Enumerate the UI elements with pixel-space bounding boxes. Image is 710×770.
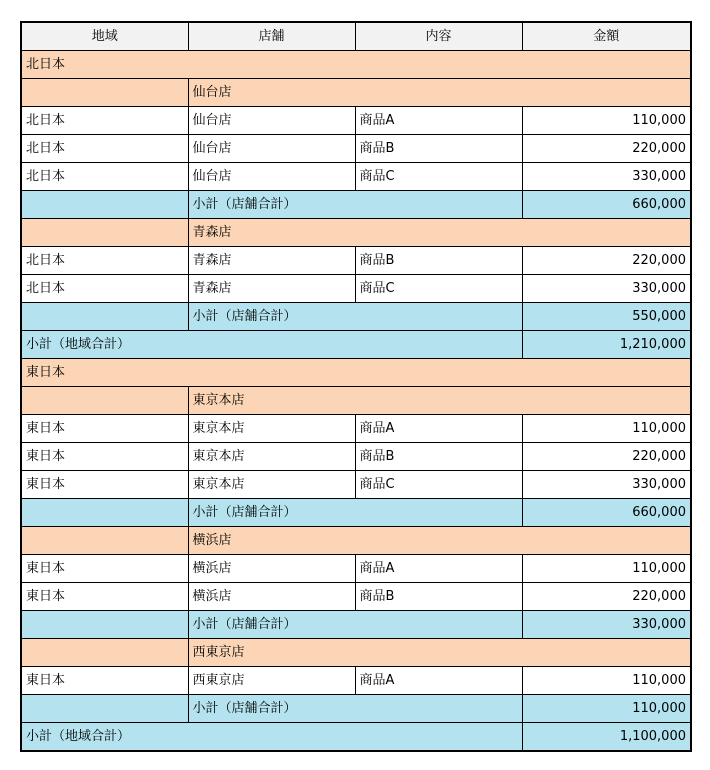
empty-cell[interactable] [21, 219, 188, 247]
content-cell[interactable]: 商品A [355, 667, 522, 695]
store-name-cell[interactable]: 青森店 [188, 219, 691, 247]
store-subtotal-label[interactable]: 小計（店舗合計） [188, 499, 522, 527]
store-subtotal-amount[interactable]: 110,000 [522, 695, 691, 723]
content-cell[interactable]: 商品C [355, 471, 522, 499]
store-subtotal-row [21, 499, 691, 527]
content-cell[interactable]: 商品A [355, 107, 522, 135]
region-subtotal-label[interactable]: 小計（地域合計） [21, 723, 522, 752]
table-row [21, 247, 691, 275]
amount-cell[interactable]: 330,000 [522, 163, 691, 191]
empty-cell[interactable] [21, 695, 188, 723]
empty-cell[interactable] [21, 191, 188, 219]
content-cell[interactable]: 商品C [355, 275, 522, 303]
region-cell[interactable]: 東日本 [21, 415, 188, 443]
content-cell[interactable]: 商品B [355, 247, 522, 275]
region-subtotal-amount[interactable]: 1,100,000 [522, 723, 691, 752]
store-cell[interactable]: 西東京店 [188, 667, 355, 695]
store-header-row [21, 219, 691, 247]
content-cell[interactable]: 商品A [355, 415, 522, 443]
store-subtotal-label[interactable]: 小計（店舗合計） [188, 695, 522, 723]
region-subtotal-row [21, 723, 691, 752]
store-header-row [21, 387, 691, 415]
region-cell[interactable]: 東日本 [21, 667, 188, 695]
store-header-row [21, 639, 691, 667]
store-subtotal-amount[interactable]: 330,000 [522, 611, 691, 639]
region-cell[interactable]: 北日本 [21, 163, 188, 191]
content-cell[interactable]: 商品A [355, 555, 522, 583]
region-cell[interactable]: 東日本 [21, 443, 188, 471]
store-cell[interactable]: 仙台店 [188, 107, 355, 135]
region-cell[interactable]: 北日本 [21, 275, 188, 303]
header-store[interactable]: 店舗 [188, 22, 355, 51]
store-cell[interactable]: 横浜店 [188, 555, 355, 583]
table-row [21, 443, 691, 471]
store-name-cell[interactable]: 東京本店 [188, 387, 691, 415]
empty-cell[interactable] [21, 303, 188, 331]
store-subtotal-label[interactable]: 小計（店舗合計） [188, 191, 522, 219]
store-subtotal-amount[interactable]: 660,000 [522, 499, 691, 527]
table-body [21, 51, 691, 752]
sales-table [20, 21, 692, 752]
amount-cell[interactable]: 330,000 [522, 471, 691, 499]
region-cell[interactable]: 東日本 [21, 471, 188, 499]
amount-cell[interactable]: 220,000 [522, 443, 691, 471]
store-name-cell[interactable]: 西東京店 [188, 639, 691, 667]
table-row [21, 163, 691, 191]
header-content[interactable]: 内容 [355, 22, 522, 51]
empty-cell[interactable] [21, 499, 188, 527]
table-row [21, 583, 691, 611]
store-subtotal-row [21, 695, 691, 723]
table-row [21, 555, 691, 583]
store-subtotal-label[interactable]: 小計（店舗合計） [188, 303, 522, 331]
region-header-row [21, 359, 691, 387]
store-cell[interactable]: 東京本店 [188, 443, 355, 471]
region-subtotal-amount[interactable]: 1,210,000 [522, 331, 691, 359]
store-subtotal-row [21, 303, 691, 331]
store-header-row [21, 79, 691, 107]
store-cell[interactable]: 東京本店 [188, 471, 355, 499]
content-cell[interactable]: 商品B [355, 583, 522, 611]
region-header-row [21, 51, 691, 79]
store-cell[interactable]: 青森店 [188, 247, 355, 275]
empty-cell[interactable] [21, 611, 188, 639]
store-subtotal-row [21, 191, 691, 219]
content-cell[interactable]: 商品B [355, 135, 522, 163]
amount-cell[interactable]: 220,000 [522, 135, 691, 163]
table-row [21, 135, 691, 163]
amount-cell[interactable]: 110,000 [522, 667, 691, 695]
content-cell[interactable]: 商品C [355, 163, 522, 191]
amount-cell[interactable]: 110,000 [522, 415, 691, 443]
empty-cell[interactable] [21, 527, 188, 555]
store-name-cell[interactable]: 横浜店 [188, 527, 691, 555]
store-cell[interactable]: 青森店 [188, 275, 355, 303]
table-row [21, 107, 691, 135]
header-amount[interactable]: 金額 [522, 22, 691, 51]
amount-cell[interactable]: 220,000 [522, 247, 691, 275]
amount-cell[interactable]: 110,000 [522, 555, 691, 583]
region-cell[interactable]: 北日本 [21, 247, 188, 275]
table-row [21, 275, 691, 303]
amount-cell[interactable]: 220,000 [522, 583, 691, 611]
header-region[interactable]: 地域 [21, 22, 188, 51]
store-subtotal-amount[interactable]: 660,000 [522, 191, 691, 219]
region-subtotal-row [21, 331, 691, 359]
store-cell[interactable]: 仙台店 [188, 135, 355, 163]
store-cell[interactable]: 仙台店 [188, 163, 355, 191]
empty-cell[interactable] [21, 639, 188, 667]
store-subtotal-label[interactable]: 小計（店舗合計） [188, 611, 522, 639]
region-cell[interactable]: 北日本 [21, 107, 188, 135]
region-cell[interactable]: 東日本 [21, 583, 188, 611]
table-row [21, 415, 691, 443]
store-subtotal-row [21, 611, 691, 639]
amount-cell[interactable]: 330,000 [522, 275, 691, 303]
store-header-row [21, 527, 691, 555]
store-name-cell[interactable]: 仙台店 [188, 79, 691, 107]
region-name-cell[interactable]: 北日本 [21, 51, 691, 79]
content-cell[interactable]: 商品B [355, 443, 522, 471]
store-cell[interactable]: 横浜店 [188, 583, 355, 611]
store-subtotal-amount[interactable]: 550,000 [522, 303, 691, 331]
region-cell[interactable]: 北日本 [21, 135, 188, 163]
region-cell[interactable]: 東日本 [21, 555, 188, 583]
amount-cell[interactable]: 110,000 [522, 107, 691, 135]
table-row [21, 667, 691, 695]
region-name-cell[interactable]: 東日本 [21, 359, 691, 387]
store-cell[interactable]: 東京本店 [188, 415, 355, 443]
empty-cell[interactable] [21, 387, 188, 415]
header-row [21, 22, 691, 51]
empty-cell[interactable] [21, 79, 188, 107]
table-row [21, 471, 691, 499]
region-subtotal-label[interactable]: 小計（地域合計） [21, 331, 522, 359]
